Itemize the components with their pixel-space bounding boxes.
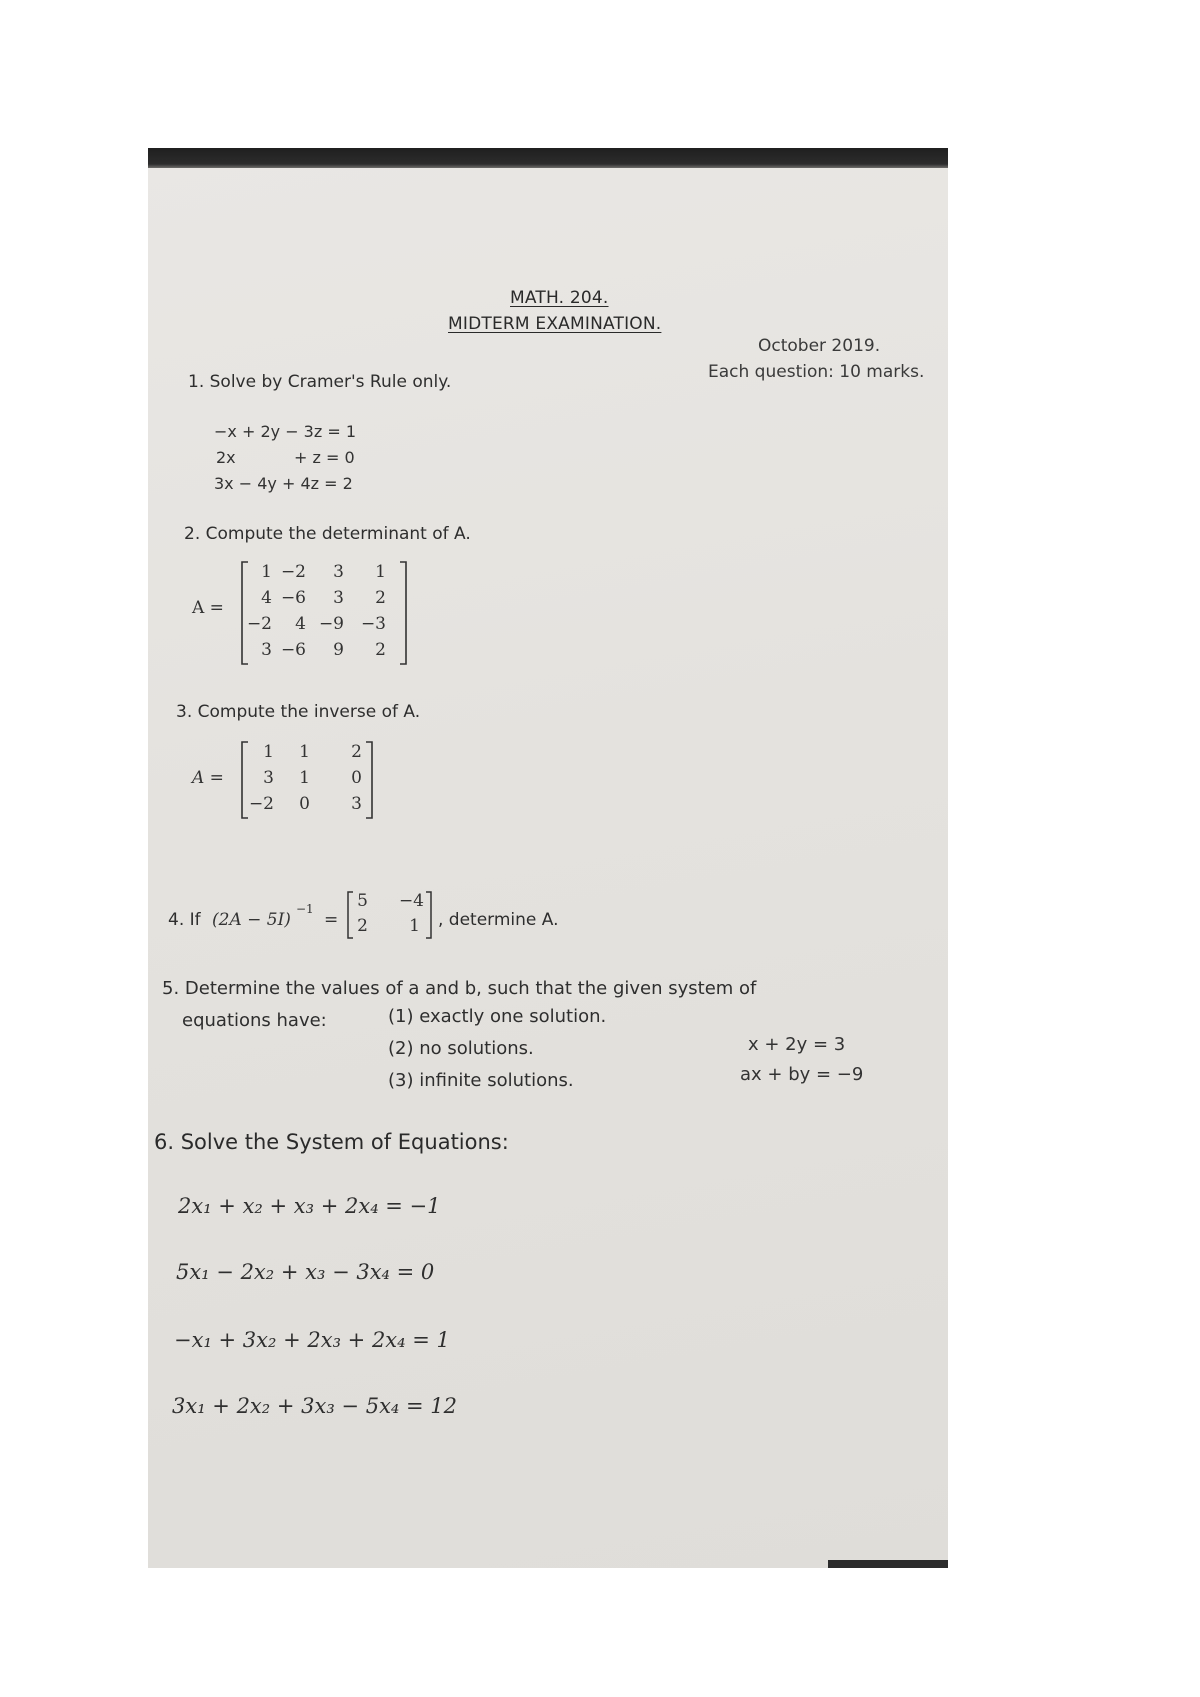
q1-equation-1: −x + 2y − 3z = 1 xyxy=(214,422,357,441)
q2-cell: −2 xyxy=(280,562,306,582)
q4-expression: (2A − 5I) xyxy=(212,910,291,930)
q5-option-3: (3) infinite solutions. xyxy=(388,1070,574,1091)
q3-cell: −2 xyxy=(248,794,274,814)
q2-cell: 1 xyxy=(375,562,386,582)
q1-equation-3: 3x − 4y + 4z = 2 xyxy=(214,474,353,493)
q2-cell: −9 xyxy=(318,614,344,634)
q5-option-2: (2) no solutions. xyxy=(388,1038,534,1059)
q3-cell: 3 xyxy=(351,794,362,814)
q6-prompt: 6. Solve the System of Equations: xyxy=(154,1130,509,1154)
q5-system-eq-2: ax + by = −9 xyxy=(740,1064,864,1085)
q4-prefix: 4. If xyxy=(168,910,201,930)
q3-cell: 0 xyxy=(351,768,362,788)
q6-equation-1: 2x₁ + x₂ + x₃ + 2x₄ = −1 xyxy=(178,1194,441,1218)
q6-equation-3: −x₁ + 3x₂ + 2x₃ + 2x₄ = 1 xyxy=(174,1328,450,1352)
paper-top-shadow xyxy=(148,148,948,168)
q3-matrix xyxy=(240,740,376,822)
q5-prompt: 5. Determine the values of a and b, such that the given system of xyxy=(162,978,757,999)
q4-exponent: −1 xyxy=(296,902,314,916)
q5-prompt-continued: equations have: xyxy=(182,1010,327,1031)
q3-cell: 2 xyxy=(351,742,362,762)
q2-cell: −6 xyxy=(280,640,306,660)
exam-paper xyxy=(148,148,948,1568)
q2-cell: 3 xyxy=(261,640,272,660)
q2-matrix xyxy=(240,560,410,668)
q4-suffix: , determine A. xyxy=(438,910,559,930)
q3-cell: 0 xyxy=(299,794,310,814)
q2-prompt: 2. Compute the determinant of A. xyxy=(184,524,471,544)
q2-cell: −3 xyxy=(360,614,386,634)
exam-title: MIDTERM EXAMINATION. xyxy=(448,314,662,334)
q4-cell: 1 xyxy=(409,916,420,936)
q2-cell: −2 xyxy=(246,614,272,634)
q1-equation-2-right: + z = 0 xyxy=(294,448,355,467)
q3-cell: 1 xyxy=(299,742,310,762)
q2-cell: 4 xyxy=(295,614,306,634)
q5-option-1: (1) exactly one solution. xyxy=(388,1006,607,1027)
exam-date: October 2019. xyxy=(758,336,881,356)
q5-system-eq-1: x + 2y = 3 xyxy=(748,1034,846,1055)
q2-cell: 2 xyxy=(375,588,386,608)
q2-matrix-label: A = xyxy=(192,598,224,618)
q2-cell: 1 xyxy=(261,562,272,582)
paper-bottom-shadow xyxy=(828,1560,948,1568)
q3-cell: 1 xyxy=(299,768,310,788)
q4-cell: 5 xyxy=(357,891,368,911)
q2-cell: −6 xyxy=(280,588,306,608)
q2-cell: 9 xyxy=(333,640,344,660)
q2-cell: 3 xyxy=(333,562,344,582)
q4-cell: 2 xyxy=(357,916,368,936)
q1-prompt: 1. Solve by Cramer's Rule only. xyxy=(188,372,452,392)
q3-matrix-label: A = xyxy=(192,768,224,788)
q1-equation-2-left: 2x xyxy=(216,448,236,467)
q3-cell: 1 xyxy=(263,742,274,762)
q4-equals: = xyxy=(324,910,339,930)
course-title: MATH. 204. xyxy=(510,288,609,308)
q3-cell: 3 xyxy=(263,768,274,788)
q4-matrix xyxy=(346,890,436,942)
q6-equation-2: 5x₁ − 2x₂ + x₃ − 3x₄ = 0 xyxy=(176,1260,435,1284)
q2-cell: 4 xyxy=(261,588,272,608)
q6-equation-4: 3x₁ + 2x₂ + 3x₃ − 5x₄ = 12 xyxy=(172,1394,457,1418)
q4-cell: −4 xyxy=(398,891,424,911)
q2-cell: 2 xyxy=(375,640,386,660)
q3-prompt: 3. Compute the inverse of A. xyxy=(176,702,421,722)
q2-cell: 3 xyxy=(333,588,344,608)
marks-note: Each question: 10 marks. xyxy=(708,362,925,382)
